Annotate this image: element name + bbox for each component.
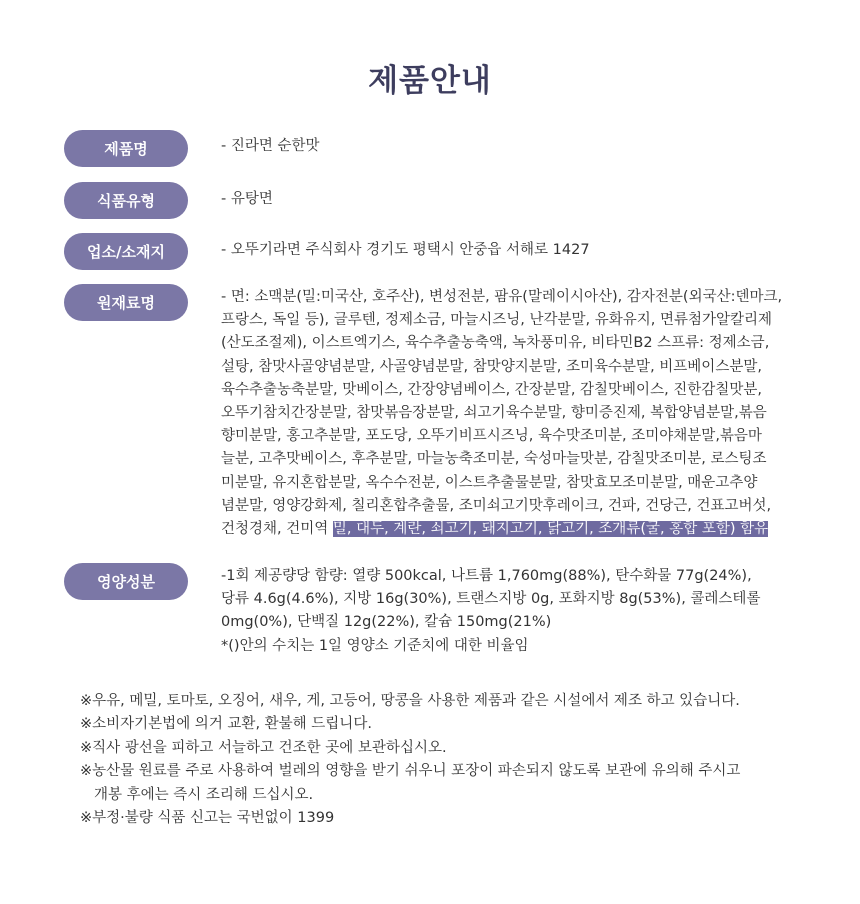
label-ingredients: 원재료명 [64,284,188,321]
text-segment: 건청경채, 건미역 [221,521,333,538]
text-line: - 면: 소맥분(밀:미국산, 호주산), 변성전분, 팜유(말레이시아산), 감자전분(외국산:덴마크, [221,289,783,305]
text-line: -1회 제공량당 함량: 열량 500kcal, 나트륨 1,760mg(88%), 탄수화물 77g(24%), [221,568,752,584]
label-manufacturer: 업소/소재지 [64,233,188,270]
text-line: 향미분말, 홍고추분말, 포도당, 오뚜기비프시즈닝, 육수맛조미분, 조미야채분말,볶음마 [221,428,762,445]
notice-item: ※직사 광선을 피하고 서늘하고 건조한 곳에 보관하십시오. [80,739,447,756]
notice-item: ※우유, 메밀, 토마토, 오징어, 새우, 게, 고등어, 땅콩을 사용한 제품과 같은 시설에서 제조 하고 있습니다. [80,693,740,709]
label-product-name: 제품명 [64,130,188,167]
notice-list [80,690,820,830]
text-line: (산도조절제), 이스트엑기스, 육수추출농축액, 녹차풍미유, 비타민B2 스프류: 정제소금, [221,335,770,352]
text-line: - 유탕면 [221,191,273,207]
text-line: 설탕, 참맛사골양념분말, 사골양념분말, 참맛양지분말, 조미육수분말, 비프베이스분말, [221,358,762,375]
page-title: 제품안내 [368,63,492,99]
text-line: 0mg(0%), 단백질 12g(22%), 칼슘 150mg(21%) [221,614,552,631]
value-product-name [221,135,811,158]
text-line: 미분말, 유지혼합분말, 옥수수전분, 이스트추출물분말, 참맛효모조미분말, 매운고추양 [221,474,758,491]
notice-item: ※부정·불량 식품 신고는 국번없이 1399 [80,810,335,827]
value-food-type [221,188,811,211]
text-line: 프랑스, 독일 등), 글루텐, 정제소금, 마늘시즈닝, 난각분말, 유화유지, 면류첨가알칼리제 [221,312,773,329]
text-line: 육수추출농축분말, 맛베이스, 간장양념베이스, 간장분말, 감칠맛베이스, 진한감칠맛분, [221,381,762,398]
text-line: 당류 4.6g(4.6%), 지방 16g(30%), 트랜스지방 0g, 포화지방 8g(53%), 콜레스테롤 [221,591,761,608]
label-nutrition: 영양성분 [64,563,188,600]
text-line: - 진라면 순한맛 [221,138,320,154]
text-line-last [221,518,811,541]
label-food-type: 식품유형 [64,182,188,219]
notice-item: ※농산물 원료를 주로 사용하여 벌레의 영향을 받기 쉬우니 포장이 파손되지 않도록 보관에 유의해 주시고 [80,763,741,780]
notice-item: ※소비자기본법에 의거 교환, 환불해 드립니다. [80,716,372,733]
notice-item-continued: 개봉 후에는 즉시 조리해 드십시오. [94,786,314,803]
text-line: *()안의 수치는 1일 영양소 기준치에 대한 비율임 [221,637,529,654]
allergen-highlight: 밀, 대두, 계란, 쇠고기, 돼지고기, 닭고기, 조개류(굴, 홍합 포함) 함유 [332,521,769,538]
value-nutrition [221,565,811,658]
text-line: 늘분, 고추맛베이스, 후추분말, 마늘농축조미분, 숙성마늘맛분, 감칠맛조미분, 로스팅조 [221,451,767,468]
value-manufacturer [221,239,811,262]
value-ingredients [221,286,811,541]
text-line: - 오뚜기라면 주식회사 경기도 평택시 안중읍 서해로 1427 [221,242,590,258]
text-line: 오뚜기참치간장분말, 참맛볶음장분말, 쇠고기육수분말, 향미증진제, 복합양념분말,볶음 [221,405,767,422]
text-line: 념분말, 영양강화제, 칠리혼합추출물, 조미쇠고기맛후레이크, 건파, 건당근, 건표고버섯, [221,497,772,514]
